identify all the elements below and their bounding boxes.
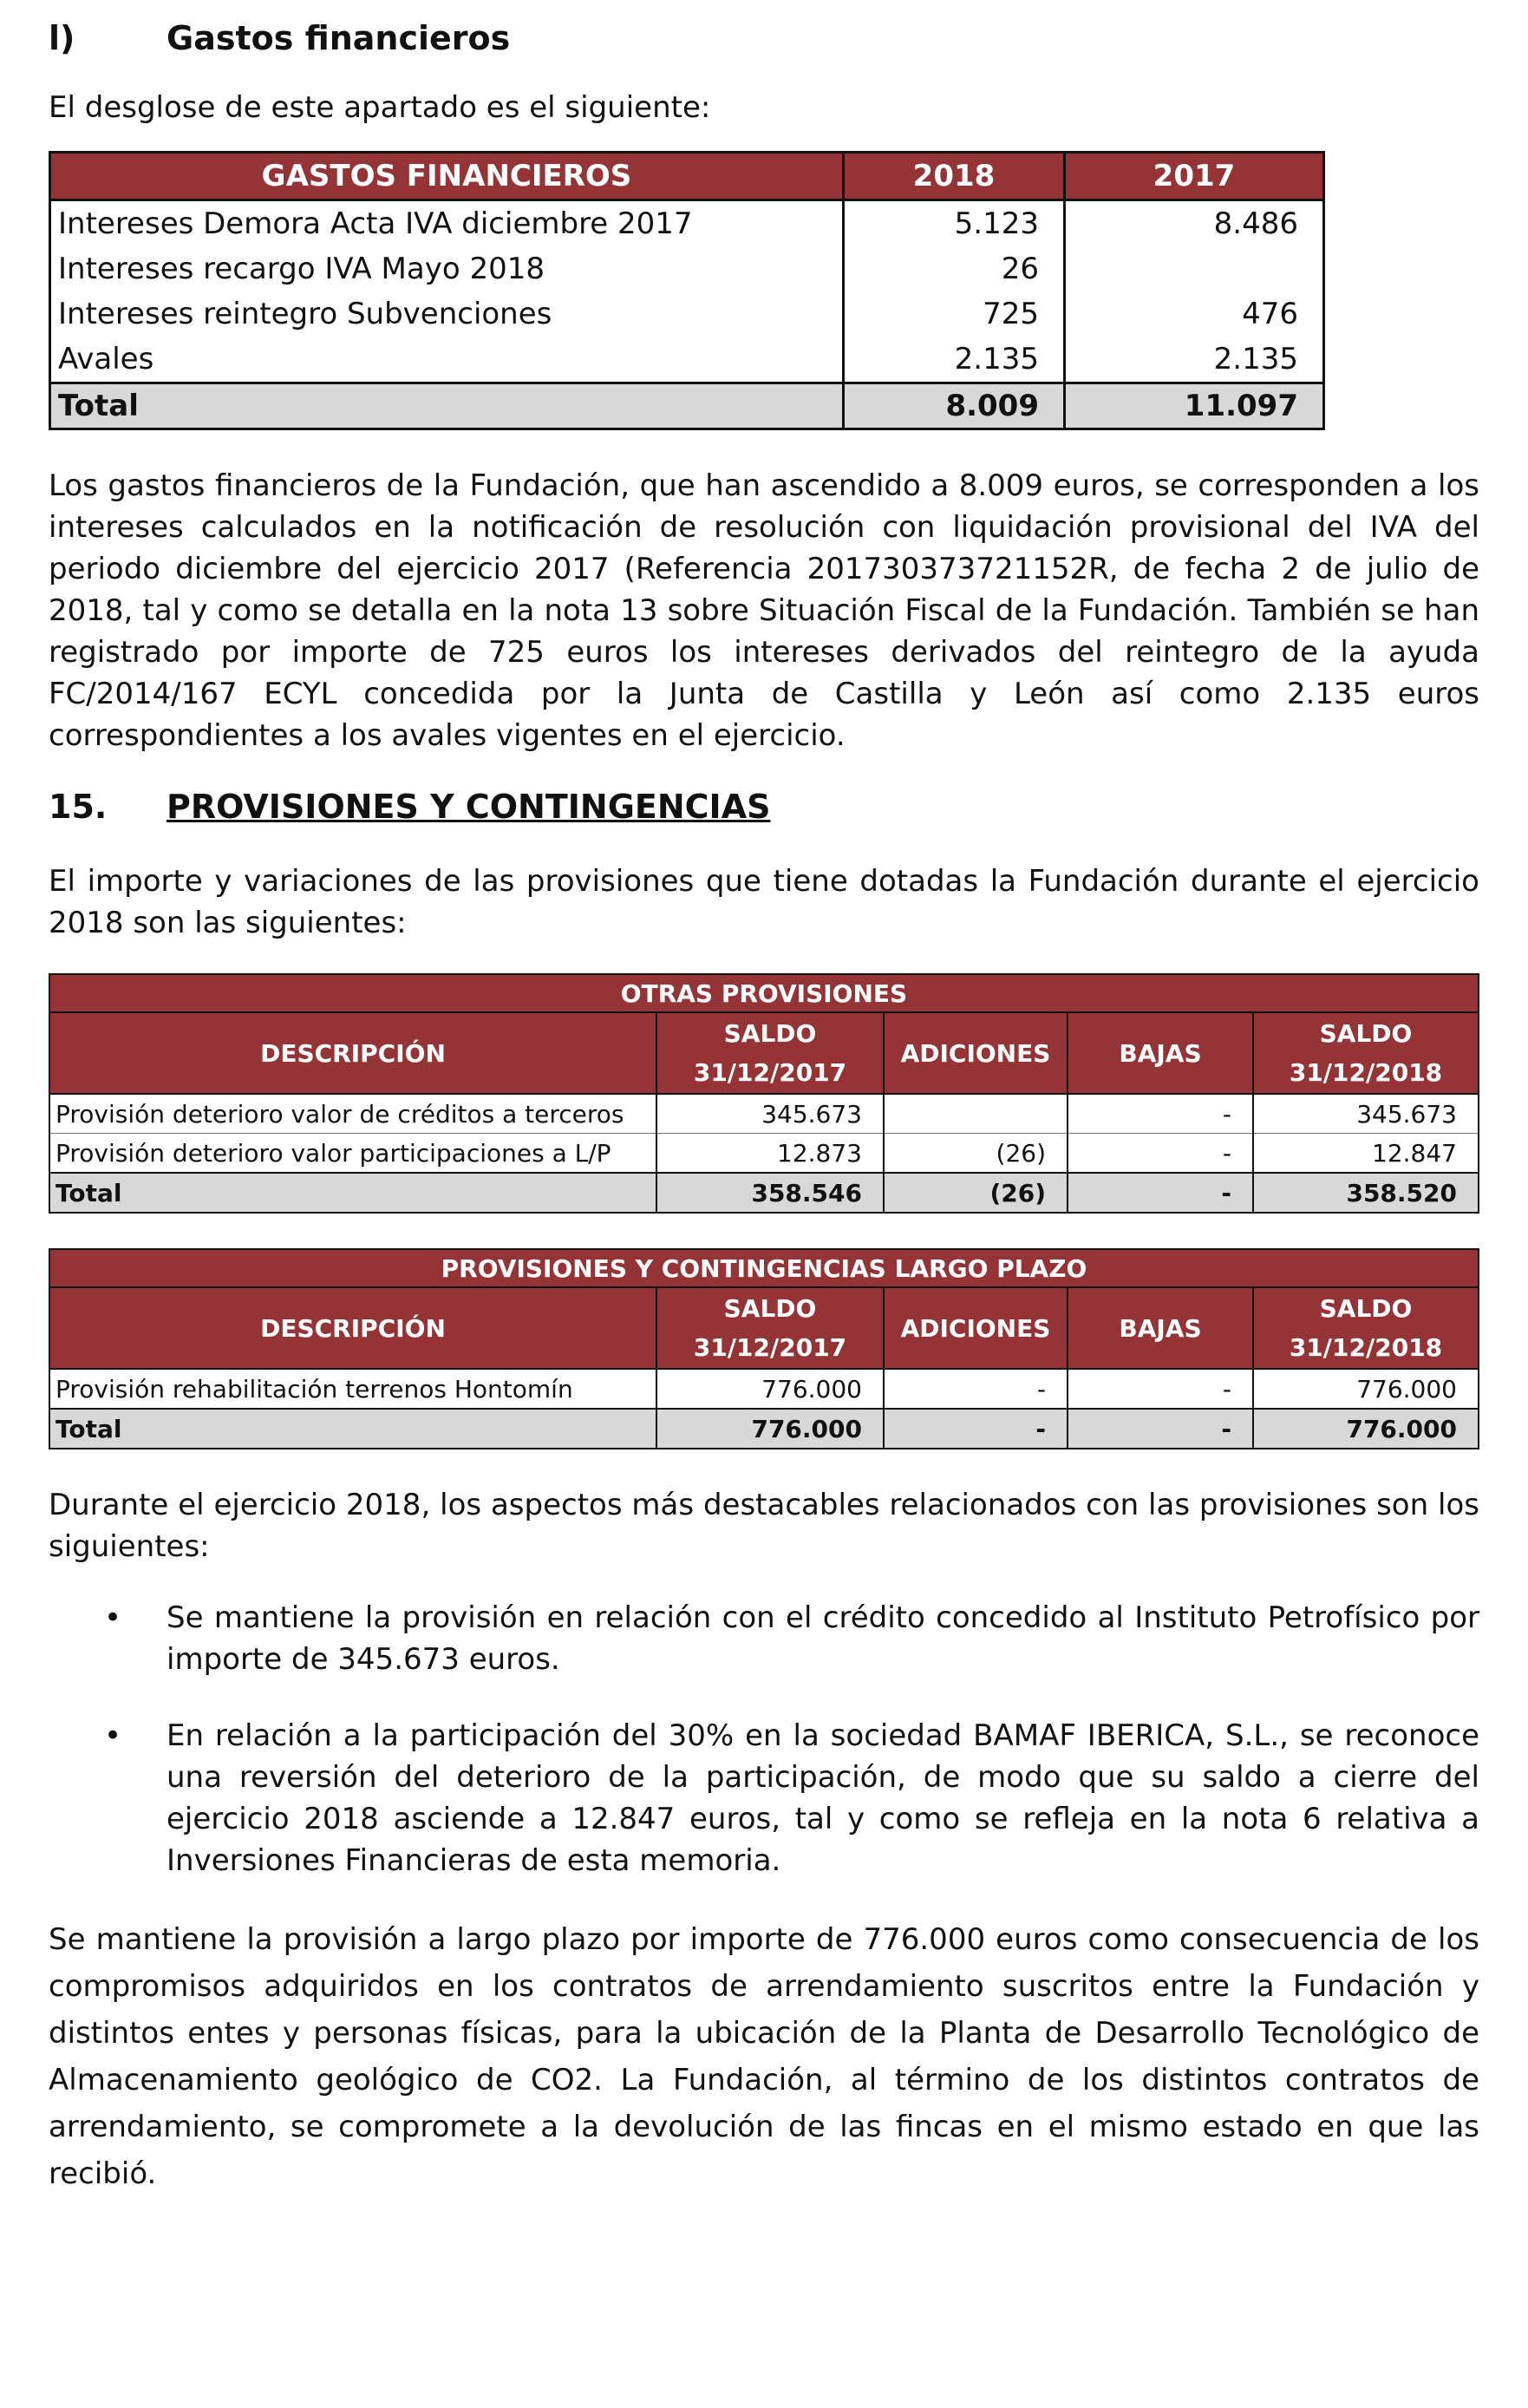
list-item (49, 1597, 1479, 1680)
header-saldo-date: 31/12/2018 (1289, 1333, 1443, 1362)
row-label: Intereses Demora Acta IVA diciembre 2017 (50, 200, 844, 247)
header-saldo-date: 31/12/2018 (1289, 1058, 1443, 1087)
provisiones-intro-paragraph: El importe y variaciones de las provisiones que tiene dotadas la Fundación durante el ejercicio 2018 son las siguientes: (49, 864, 1479, 940)
bullet-icon: • (104, 1600, 122, 1635)
row-saldo-2018: 776.000 (1253, 1369, 1479, 1409)
value-2018: 725 (844, 291, 1065, 337)
list-item-text: En relación a la participación del 30% en la sociedad BAMAF IBERICA, S.L., se reconoce una reversión del deterioro de la participación, de modo que su saldo a cierre del ejercicio 2018 asciende a 12.847 euros, tal y como se refleja en la nota 6 relativa a Inversiones Financieras de esta memoria. (167, 1718, 1479, 1878)
row-saldo-2017: 345.673 (656, 1094, 884, 1134)
total-label: Total (50, 383, 844, 429)
total-label: Total (49, 1409, 656, 1449)
header-adiciones: ADICIONES (884, 1287, 1068, 1369)
header-saldo-2018 (1253, 1012, 1479, 1094)
value-2018: 5.123 (844, 200, 1065, 247)
provision-largo-plazo-paragraph: Se mantiene la provisión a largo plazo por importe de 776.000 euros como consecuencia de los compromisos adquiridos en los contratos de arrendamiento suscritos entre la Fundación y distintos entes y personas físicas, para la ubicación de la Planta de Desarrollo Tecnológico de Almacenamiento geológico de CO2. La Fundación, al término de los distintos contratos de arrendamiento, se compromete a la devolución de las fincas en el mismo estado en que las recibió. (49, 1922, 1479, 2191)
row-adiciones: - (884, 1369, 1068, 1409)
header-saldo-label: SALDO (723, 1294, 817, 1323)
row-adiciones (884, 1094, 1068, 1134)
row-label: Intereses recargo IVA Mayo 2018 (50, 246, 844, 291)
value-2018: 2.135 (844, 337, 1065, 383)
header-adiciones: ADICIONES (884, 1012, 1068, 1094)
header-saldo-2017 (656, 1012, 884, 1094)
total-2017: 11.097 (1065, 383, 1324, 429)
row-descripcion: Provisión rehabilitación terrenos Hontomín (49, 1369, 656, 1409)
table-caption: OTRAS PROVISIONES (49, 974, 1479, 1012)
row-label: Avales (50, 337, 844, 383)
header-saldo-label: SALDO (723, 1019, 817, 1048)
total-saldo-2017: 776.000 (656, 1409, 884, 1449)
section-number: l) (49, 19, 75, 57)
row-saldo-2018: 12.847 (1253, 1134, 1479, 1174)
table-total-row (50, 383, 1324, 429)
document-page (49, 19, 1479, 2197)
total-adiciones: (26) (884, 1173, 1068, 1213)
table-header-concept: GASTOS FINANCIEROS (50, 153, 844, 200)
header-bajas: BAJAS (1068, 1012, 1253, 1094)
table-header-2017: 2017 (1065, 153, 1324, 200)
header-saldo-label: SALDO (1319, 1294, 1413, 1323)
row-bajas: - (1068, 1094, 1253, 1134)
table-row (49, 1134, 1479, 1174)
table-total-row (49, 1409, 1479, 1449)
total-bajas: - (1068, 1173, 1253, 1213)
value-2017: 2.135 (1065, 337, 1324, 383)
intro-paragraph: El desglose de este apartado es el siguiente: (49, 90, 711, 125)
total-saldo-2017: 358.546 (656, 1173, 884, 1213)
header-descripcion: DESCRIPCIÓN (49, 1012, 656, 1094)
gastos-financieros-table (49, 151, 1325, 430)
gastos-explanation-paragraph: Los gastos financieros de la Fundación, que han ascendido a 8.009 euros, se corresponden a los intereses calculados en la notificación de resolución con liquidación provisional del IVA del periodo diciembre del ejercicio 2017 (Referencia 201730373721152R, de fecha 2 de julio de 2018, tal y como se detalla en la nota 13 sobre Situación Fiscal de la Fundación. También se han registrado por importe de 725 euros los intereses derivados del reintegro de la ayuda FC/2014/167 ECYL concedida por la Junta de Castilla y León así como 2.135 euros correspondientes a los avales vigentes en el ejercicio. (49, 468, 1479, 753)
row-saldo-2017: 12.873 (656, 1134, 884, 1174)
total-label: Total (49, 1173, 656, 1213)
list-item-text: Se mantiene la provisión en relación con el crédito concedido al Instituto Petrofísico por importe de 345.673 euros. (167, 1600, 1479, 1677)
otras-provisiones-table (49, 973, 1479, 1214)
header-descripcion: DESCRIPCIÓN (49, 1287, 656, 1369)
header-saldo-date: 31/12/2017 (693, 1333, 847, 1362)
header-saldo-2018 (1253, 1287, 1479, 1369)
table-row (49, 1369, 1479, 1409)
row-descripcion: Provisión deterioro valor participaciones a L/P (49, 1134, 656, 1174)
table-total-row (49, 1173, 1479, 1213)
header-bajas: BAJAS (1068, 1287, 1253, 1369)
row-adiciones: (26) (884, 1134, 1068, 1174)
value-2017: 8.486 (1065, 200, 1324, 247)
table-row (49, 1094, 1479, 1134)
aspectos-destacables-paragraph: Durante el ejercicio 2018, los aspectos más destacables relacionados con las provisiones son los siguientes: (49, 1488, 1479, 1564)
table-row (50, 246, 1324, 291)
header-saldo-label: SALDO (1319, 1019, 1413, 1048)
section-heading-l (49, 19, 1479, 57)
value-2018: 26 (844, 246, 1065, 291)
list-item (49, 1715, 1479, 1881)
total-bajas: - (1068, 1409, 1253, 1449)
row-saldo-2017: 776.000 (656, 1369, 884, 1409)
row-bajas: - (1068, 1369, 1253, 1409)
header-saldo-2017 (656, 1287, 884, 1369)
bullet-list (49, 1597, 1479, 1881)
total-saldo-2018: 358.520 (1253, 1173, 1479, 1213)
table-row (50, 200, 1324, 247)
section-title: PROVISIONES Y CONTINGENCIAS (167, 788, 771, 826)
section-number: 15. (49, 788, 108, 826)
section-title: Gastos financieros (167, 19, 511, 57)
total-adiciones: - (884, 1409, 1068, 1449)
row-saldo-2018: 345.673 (1253, 1094, 1479, 1134)
table-row (50, 291, 1324, 337)
row-bajas: - (1068, 1134, 1253, 1174)
bullet-icon: • (104, 1718, 122, 1753)
value-2017 (1065, 246, 1324, 291)
value-2017: 476 (1065, 291, 1324, 337)
table-header-2018: 2018 (844, 153, 1065, 200)
row-descripcion: Provisión deterioro valor de créditos a terceros (49, 1094, 656, 1134)
total-2018: 8.009 (844, 383, 1065, 429)
table-caption: PROVISIONES Y CONTINGENCIAS LARGO PLAZO (49, 1249, 1479, 1287)
provisiones-largo-plazo-table (49, 1248, 1479, 1449)
total-saldo-2018: 776.000 (1253, 1409, 1479, 1449)
row-label: Intereses reintegro Subvenciones (50, 291, 844, 337)
section-heading-15 (49, 788, 1479, 826)
header-saldo-date: 31/12/2017 (693, 1058, 847, 1087)
table-row (50, 337, 1324, 383)
